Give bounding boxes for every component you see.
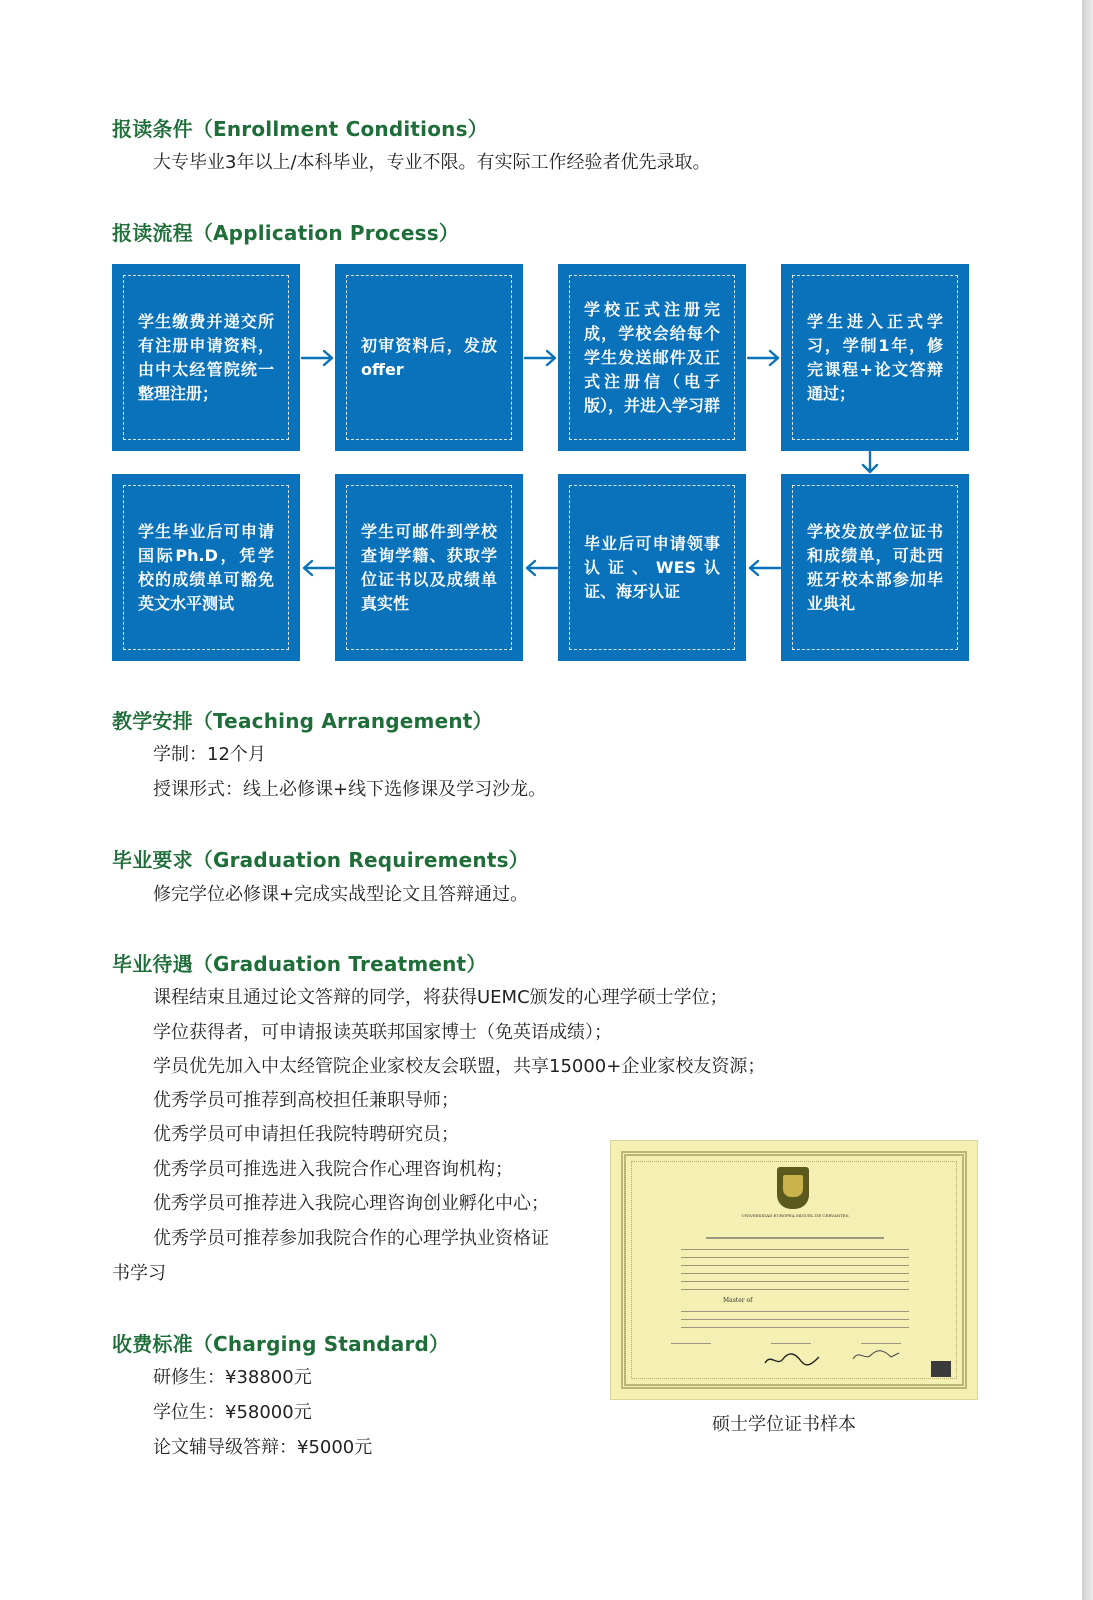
treat-item: 课程结束且通过论文答辩的同学，将获得UEMC颁发的心理学硕士学位； (153, 987, 728, 1008)
process-step-1 (112, 264, 300, 451)
arrow-right-icon (523, 348, 559, 368)
arrow-down-icon (860, 451, 880, 475)
fee-item: 学位生：¥58000元 (153, 1402, 312, 1423)
graduation-req-text: 修完学位必修课+完成实战型论文且答辩通过。 (153, 884, 529, 905)
process-step-5-text: 学校发放学位证书和成绩单，可赴西班牙校本部参加毕业典礼 (807, 521, 943, 613)
signature-icon (761, 1349, 821, 1369)
treat-item: 优秀学员可推荐参加我院合作的心理学执业资格证 (153, 1228, 549, 1249)
signature-icon (851, 1347, 901, 1363)
graduation-req-heading: 毕业要求（Graduation Requirements） (112, 848, 529, 872)
process-step-6-text: 毕业后可申请领事认证、WES认证、海牙认证 (584, 533, 720, 601)
teaching-duration: 学制：12个月 (153, 744, 266, 765)
enrollment-text: 大专毕业3年以上/本科毕业，专业不限。有实际工作经验者优先录取。 (153, 152, 711, 173)
certificate-caption: 硕士学位证书样本 (712, 1414, 856, 1435)
process-step-5 (781, 474, 969, 661)
arrow-left-icon (300, 558, 336, 578)
process-step-3-text: 学校正式注册完成，学校会给每个学生发送邮件及正式注册信（电子版），并进入学习群 (584, 299, 721, 415)
graduation-treat-heading: 毕业待遇（Graduation Treatment） (112, 952, 487, 976)
treat-item: 学位获得者，可申请报读英联邦国家博士（免英语成绩）； (153, 1022, 612, 1043)
fee-item: 论文辅导级答辩：¥5000元 (153, 1437, 373, 1458)
treat-item: 书学习 (112, 1263, 166, 1284)
treat-item: 优秀学员可推荐进入我院心理咨询创业孵化中心； (153, 1193, 549, 1214)
process-step-2 (335, 264, 523, 451)
treat-item: 优秀学员可申请担任我院特聘研究员； (153, 1124, 459, 1145)
arrow-right-icon (300, 348, 336, 368)
process-step-8-text: 学生毕业后可申请国际Ph.D，凭学校的成绩单可豁免英文水平测试 (138, 521, 274, 613)
process-step-3 (558, 264, 746, 451)
stamp-icon (931, 1361, 951, 1377)
treat-item: 优秀学员可推选进入我院合作心理咨询机构； (153, 1159, 513, 1180)
fees-heading: 收费标准（Charging Standard） (112, 1332, 450, 1356)
teaching-heading: 教学安排（Teaching Arrangement） (112, 709, 493, 733)
process-step-4 (781, 264, 969, 451)
arrow-left-icon (523, 558, 559, 578)
enrollment-heading: 报读条件（Enrollment Conditions） (112, 117, 488, 141)
page-edge (1082, 0, 1093, 1600)
arrow-left-icon (746, 558, 782, 578)
certificate-sample-image (610, 1140, 978, 1400)
process-step-1-text: 学生缴费并递交所有注册申请资料，由中太经管院统一整理注册； (138, 311, 274, 403)
process-step-4-text: 学生进入正式学习，学制1年，修完课程+论文答辩通过； (807, 311, 943, 403)
process-step-7-text: 学生可邮件到学校查询学籍、获取学位证书以及成绩单真实性 (361, 521, 497, 613)
teaching-format: 授课形式：线上必修课+线下选修课及学习沙龙。 (153, 779, 547, 800)
certificate-university: UNIVERSIDAD EUROPEA MIGUEL DE CERVANTES (741, 1213, 849, 1218)
arrow-right-icon (746, 348, 782, 368)
process-heading: 报读流程（Application Process） (112, 221, 460, 245)
treat-item: 学员优先加入中太经管院企业家校友会联盟，共享15000+企业家校友资源； (153, 1056, 766, 1077)
process-step-7 (335, 474, 523, 661)
treat-item: 优秀学员可推荐到高校担任兼职导师； (153, 1090, 459, 1111)
process-step-8 (112, 474, 300, 661)
certificate-degree: Master of (723, 1297, 753, 1304)
university-crest-icon (777, 1167, 809, 1209)
process-step-6 (558, 474, 746, 661)
fee-item: 研修生：¥38800元 (153, 1367, 312, 1388)
process-step-2-text: 初审资料后，发放offer (361, 335, 497, 379)
